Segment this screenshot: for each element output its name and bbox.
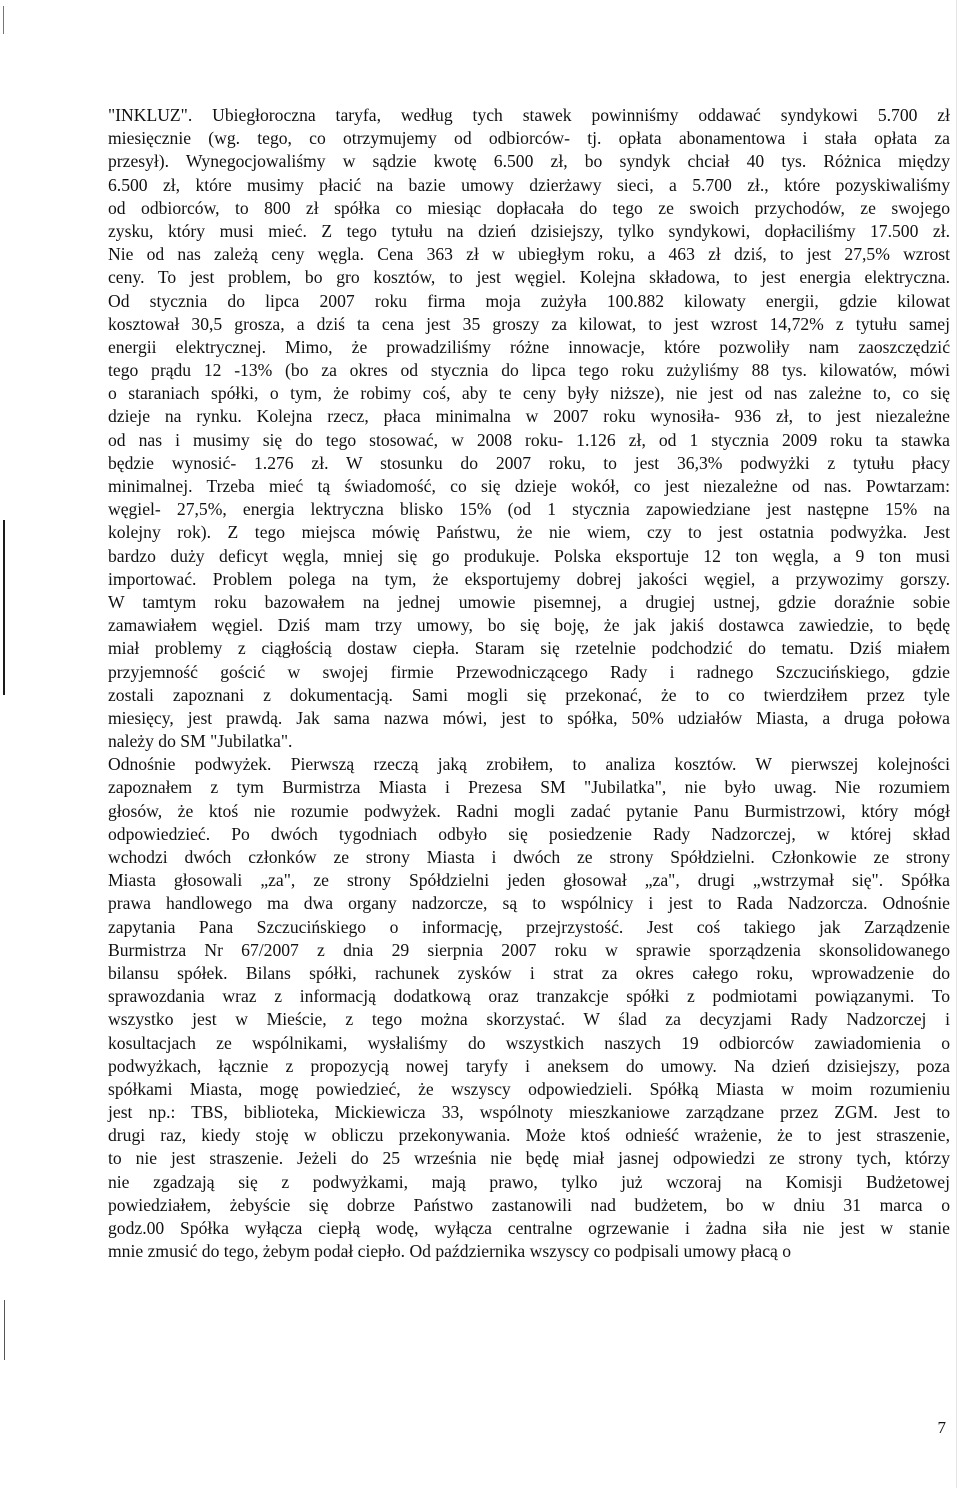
text-line: 6.500 zł, które musimy płacić na bazie umowy dzierżawy sieci, a 5.700 zł., które pozyskiwaliśmy	[108, 174, 950, 195]
text-line: minimalnej. Trzeba mieć tą świadomość, co się dzieje wokół, co jest niezależne od nas. Powtarzam:	[108, 476, 950, 496]
text-line: o staraniach spółki, o tym, że robimy coś, aby te ceny były niższe), nie jest od nas zależne to, co się	[108, 383, 950, 404]
text-line: spółkami Miasta, mogę powiedzieć, że wszyscy odpowiedzieli. Spółką Miasta w moim rozumieniu	[108, 1078, 950, 1099]
text-line: prawa handlowego ma dwa organy nadzorcze, są to wspólnicy i jest to Rada Nadzorcza. Odnośnie	[108, 893, 950, 914]
text-line: będzie wynosić- 1.276 zł. W stosunku do 2007 roku, to jest 36,3% podwyżki z tytułu płacy	[108, 452, 950, 473]
text-line: miał problemy z ciągłością dostaw ciepła. Staram się rzetelnie podchodzić do tematu. Dziś miałem	[108, 638, 950, 659]
text-line: przesył). Wynegocjowaliśmy w sądzie kwotę 6.500 zł, bo syndyk chciał 40 tys. Różnica między	[108, 151, 950, 172]
text-line: Nie od nas zależą ceny węgla. Cena 363 zł w ubiegłym roku, a 463 zł dziś, to jest 27,5% wzrost	[108, 244, 950, 265]
text-line: od nas i musimy się do tego stosować, w 2008 roku- 1.126 zł, od 1 stycznia 2009 roku ta stawka	[108, 429, 950, 450]
text-line: miesięcy, jest prawdą. Jak sama nazwa mówi, jest to spółka, 50% udziałów Miasta, a druga połowa	[108, 707, 950, 728]
text-line: zapytania Pana Szczucińskiego o informację, przejrzystość. Jest coś takiego jak Zarządzenie	[108, 916, 950, 937]
text-line: nie zgadzają się z podwyżkami, mają prawo, tylko już wczoraj na Komisji Budżetowej	[108, 1171, 950, 1192]
text-line: kosztował 30,5 grosza, a dziś ta cena jest 35 groszy za kilowat, to jest wzrost 14,72% z tytułu samej	[108, 313, 950, 334]
text-line: ceny. To jest problem, bo gro kosztów, to jest węgiel. Kolejna składowa, to jest energia elektryczna.	[108, 267, 950, 288]
text-line: Miasta głosowali „za", ze strony Spółdzielni jeden głosował „za", drugi „wstrzymał się". Spółka	[108, 870, 950, 891]
text-line: kosultacjach ze wspólnikami, wysłaliśmy do wszystkich naszych 19 odbiorców zawiadomienia o	[108, 1032, 950, 1053]
text-line: zamawiałem węgiel. Dziś mam trzy umowy, bo się boję, że jak jakiś dostawca zawiedzie, to będę	[108, 615, 950, 636]
scan-artifact-top	[3, 6, 4, 34]
text-line: bilansu spółek. Bilans spółki, rachunek zysków i strat za okres całego roku, wprowadzenie do	[108, 962, 950, 983]
text-line: węgiel- 27,5%, energia lektryczna blisko 15% (od 1 stycznia zapowiedziane jest następne 15% na	[108, 499, 950, 520]
text-line: jest np.: TBS, biblioteka, Mickiewicza 33, wspólnoty mieszkaniowe zarządzane przez ZGM. Jest to	[108, 1102, 950, 1123]
text-line: głosów, że ktoś nie rozumie podwyżek. Radni mogli zadać pytanie Panu Burmistrzowi, który mógł	[108, 800, 950, 821]
text-line: podwyżkach, łącznie z propozycją nowej taryfy i aneksem do umowy. Na dzień dzisiejszy, poza	[108, 1055, 950, 1076]
text-line: dzieje na rynku. Kolejna rzecz, płaca minimalna w 2007 roku wynosiła- 936 zł, to jest niezależne	[108, 406, 950, 427]
text-line: zapoznałem z tym Burmistrza Miasta i Prezesa SM "Jubilatka", nie było uwag. Nie rozumiem	[108, 777, 950, 798]
text-line: drugi raz, kiedy stoję w obliczu przekonywania. Może ktoś odnieść wrażenie, że to jest straszenie,	[108, 1125, 950, 1146]
text-line: sprawozdania wraz z informacją dodatkową oraz tranzakcje spółki z podmiotami powiązanymi. To	[108, 986, 950, 1007]
text-line: odpowiedzieć. Po dwóch tygodniach odbyło się posiedzenie Rady Nadzorczej, w której skład	[108, 823, 950, 844]
text-line: wchodzi dwóch członków ze strony Miasta i dwóch ze strony Spółdzielni. Członkowie ze strony	[108, 847, 950, 867]
text-line: importować. Problem polega na tym, że eksportujemy dobrej jakości węgiel, a przywozimy gorszy.	[108, 568, 950, 589]
scan-artifact-left-bar	[3, 520, 5, 695]
text-line: energii elektrycznej. Mimo, że prowadziliśmy różne innowacje, które pozwoliły nam zaoszczędzić	[108, 336, 950, 357]
scan-artifact-left-small	[4, 1300, 5, 1360]
text-line: od odbiorców, to 800 zł spółka co miesiąc dopłacała do tego ze swoich przychodów, ze swojego	[108, 197, 950, 218]
text-line: wszystko jest w Mieście, z tego można skorzystać. W ślad za decyzjami Rady Nadzorczej i	[108, 1009, 950, 1030]
text-line: mnie zmusić do tego, żebym podał ciepło. Od października wszyscy co podpisali umowy płacą o	[108, 1241, 792, 1262]
text-line: przyjemność gościć w swojej firmie Przewodniczącego Rady i radnego Szczucińskiego, gdzie	[108, 661, 950, 682]
body-text	[108, 104, 950, 1263]
text-line: bardzo duży deficyt węgla, mniej się go produkuje. Polska eksportuje 12 ton węgla, a 9 ton musi	[108, 545, 950, 566]
text-line: Burmistrza Nr 67/2007 z dnia 29 sierpnia 2007 roku w sprawie sporządzenia skonsolidowanego	[108, 939, 950, 960]
text-line: to nie jest straszenie. Jeżeli do 25 września nie będę miał jasnej odpowiedzi ze strony tych, którzy	[108, 1148, 950, 1169]
text-line: Od stycznia do lipca 2007 roku firma moja zużyła 100.882 kilowaty energii, gdzie kilowat	[108, 290, 950, 311]
text-line: tego prądu 12 -13% (bo za okres od stycznia do lipca tego roku zużyliśmy 88 tys. kilowatów, mówi	[108, 360, 950, 381]
paragraph-2	[108, 753, 950, 1263]
text-line: powiedziałem, żebyście się dobrze Państwo zastanowili nad budżetem, bo w dniu 31 marca o	[108, 1194, 950, 1215]
text-line: zysku, który musi mieć. Z tego tytułu na dzień dzisiejszy, tylko syndykowi, dopłaciliśmy 17.500 zł.	[108, 220, 950, 241]
text-line: W tamtym roku bazowałem na jednej umowie pisemnej, a drugiej ustnej, gdzie doraźnie sobie	[108, 591, 950, 612]
text-line: kolejny rok). Z tego miejsca mówię Państwu, że nie wiem, czy to jest ostatnia podwyżka. Jest	[108, 522, 950, 543]
text-line: Odnośnie podwyżek. Pierwszą rzeczą jaką zrobiłem, to analiza kosztów. W pierwszej kolejności	[108, 754, 950, 775]
scan-artifact-right-edge	[956, 0, 957, 1488]
text-line: należy do SM "Jubilatka".	[108, 731, 293, 752]
text-line: zostali zapoznani z dokumentacją. Sami mogli się przekonać, że to co twierdziłem przez tyle	[108, 684, 950, 705]
text-line: "INKLUZ". Ubiegłoroczna taryfa, według tych stawek powinniśmy oddawać syndykowi 5.700 zł	[108, 105, 950, 125]
text-line: miesięcznie (wg. tego, co otrzymujemy od odbiorców- tj. opłata abonamentowa i stała opłata za	[108, 128, 950, 149]
text-line: godz.00 Spółka wyłącza ciepłą wodę, wyłącza centralne ogrzewanie i żadna siła nie jest w stanie	[108, 1218, 950, 1238]
page-number: 7	[937, 1418, 946, 1437]
paragraph-1	[108, 104, 950, 753]
